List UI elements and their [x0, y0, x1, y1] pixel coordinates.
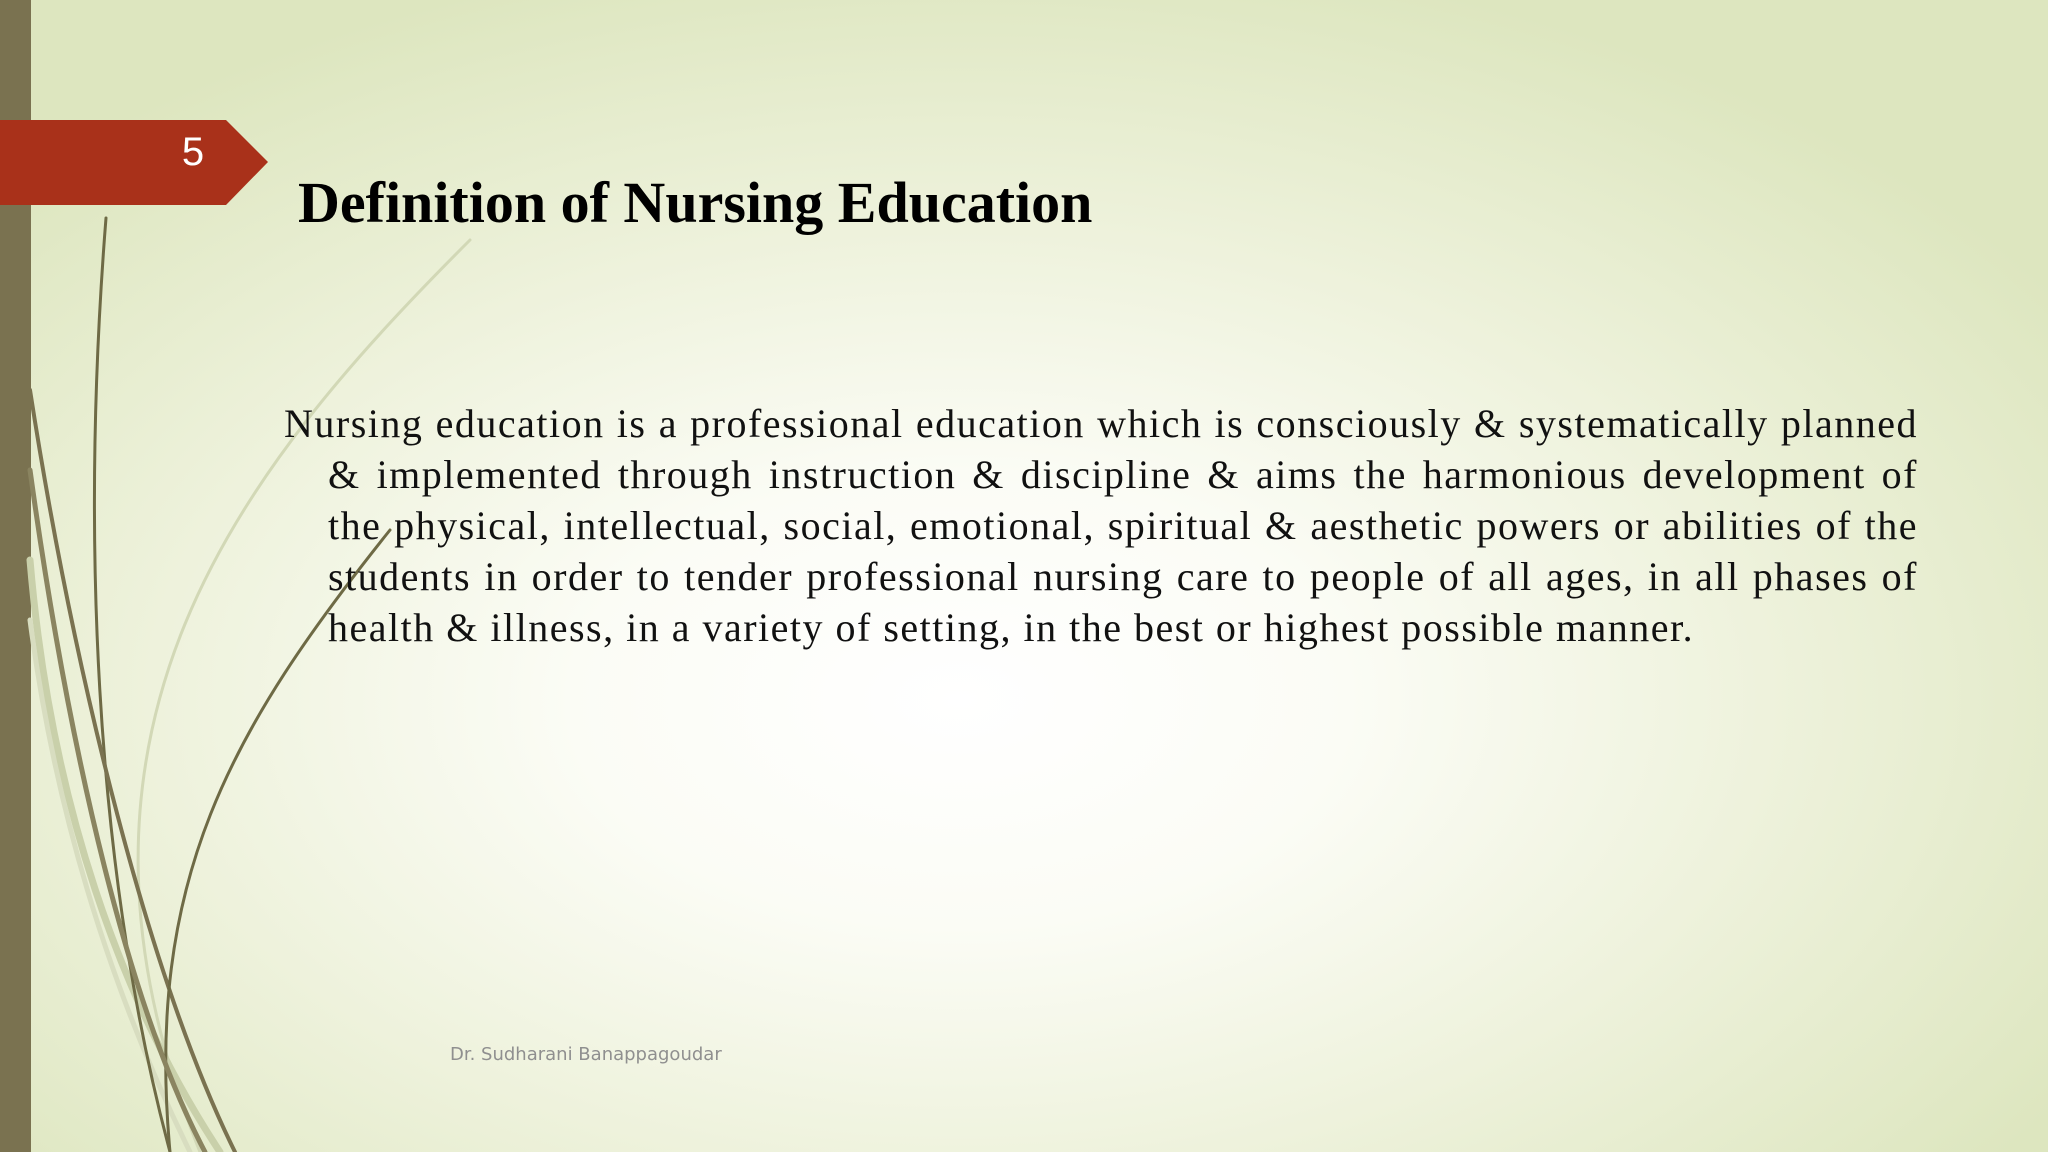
definition-paragraph: Nursing education is a professional education which is consciously & systematically planned & implemented through instruction & discipline & aims the harmonious development of the physical, intellectual, social, emotional, spiritual & aesthetic powers or abilities of the students in order to tender professional nursing care to people of all ages, in all phases of health & illness, in a variety of setting, in the best or highest possible manner.: [284, 401, 1918, 650]
slide-number-tab: [0, 120, 268, 205]
footer-author: Dr. Sudharani Banappagoudar: [450, 1044, 722, 1065]
slide-title: Definition of Nursing Education: [298, 170, 1093, 235]
slide-number: 5: [181, 130, 205, 174]
decor-curve-light-1: [138, 240, 470, 1152]
decor-curve-dark-1: [94, 218, 170, 1152]
